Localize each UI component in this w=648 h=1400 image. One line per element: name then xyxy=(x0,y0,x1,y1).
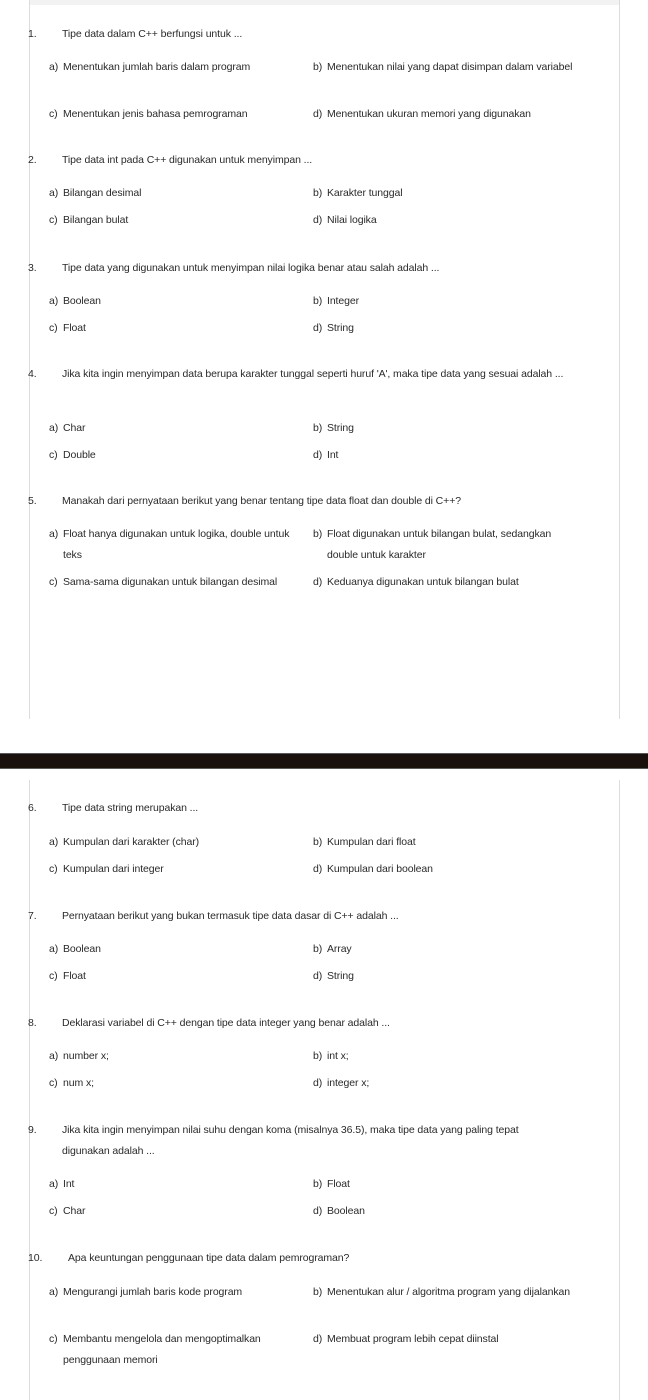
option-b[interactable]: b) Float digunakan untuk bilangan bulat, sedangkan double untuk karakter xyxy=(313,528,552,561)
option-b[interactable]: b) Array xyxy=(313,943,352,955)
option-a[interactable]: a) Kumpulan dari karakter (char) xyxy=(49,836,199,848)
option-b[interactable]: b) String xyxy=(313,422,354,434)
option-c[interactable]: c) Menentukan jenis bahasa pemrograman xyxy=(49,108,248,120)
question-text: Apa keuntungan penggunaan tipe data dalam pemrograman? xyxy=(68,1252,350,1264)
question-text: Tipe data string merupakan ... xyxy=(62,802,199,814)
option-d[interactable]: d) Int xyxy=(313,449,339,461)
option-d[interactable]: d) Keduanya digunakan untuk bilangan bulat xyxy=(313,576,519,588)
option-a[interactable]: a) number x; xyxy=(49,1050,109,1062)
option-c[interactable]: c) Membantu mengelola dan mengoptimalkan penggunaan memori xyxy=(49,1333,261,1366)
option-a[interactable]: a) Menentukan jumlah baris dalam program xyxy=(49,61,251,73)
option-c[interactable]: c) Bilangan bulat xyxy=(49,214,129,226)
option-d[interactable]: d) Boolean xyxy=(313,1205,365,1217)
option-a[interactable]: a) Float hanya digunakan untuk logika, double untuk teks xyxy=(49,528,290,561)
question-text: Jika kita ingin menyimpan nilai suhu dengan koma (misalnya 36.5), maka tipe data yang paling tepat digunakan adalah ... xyxy=(62,1124,519,1157)
option-b[interactable]: b) Menentukan alur / algoritma program yang dijalankan xyxy=(313,1286,570,1298)
option-c[interactable]: c) Double xyxy=(49,449,96,461)
question-number: 10. xyxy=(28,1252,43,1264)
question-number: 5. xyxy=(28,495,37,507)
option-c[interactable]: c) num x; xyxy=(49,1077,94,1089)
option-c[interactable]: c) Float xyxy=(49,322,86,334)
question-text: Pernyataan berikut yang bukan termasuk tipe data dasar di C++ adalah ... xyxy=(62,910,399,922)
option-b[interactable]: b) Float xyxy=(313,1178,350,1190)
page-separator xyxy=(0,753,648,769)
question-text: Tipe data dalam C++ berfungsi untuk ... xyxy=(62,28,243,40)
option-d[interactable]: d) Nilai logika xyxy=(313,214,377,226)
option-c[interactable]: c) Char xyxy=(49,1205,86,1217)
option-a[interactable]: a) Boolean xyxy=(49,943,101,955)
question-number: 3. xyxy=(28,262,37,274)
option-c[interactable]: c) Float xyxy=(49,970,86,982)
question-text: Deklarasi variabel di C++ dengan tipe data integer yang benar adalah ... xyxy=(62,1017,390,1029)
option-b[interactable]: b) Karakter tunggal xyxy=(313,187,403,199)
question-number: 4. xyxy=(28,368,37,380)
option-a[interactable]: a) Boolean xyxy=(49,295,101,307)
question-number: 7. xyxy=(28,910,37,922)
question-number: 2. xyxy=(28,154,37,166)
option-d[interactable]: d) integer x; xyxy=(313,1077,370,1089)
option-b[interactable]: b) Menentukan nilai yang dapat disimpan dalam variabel xyxy=(313,61,573,73)
option-d[interactable]: d) Kumpulan dari boolean xyxy=(313,863,433,875)
question-text: Manakah dari pernyataan berikut yang benar tentang tipe data float dan double di C++? xyxy=(62,495,461,507)
question-text: Tipe data yang digunakan untuk menyimpan nilai logika benar atau salah adalah ... xyxy=(62,262,440,274)
option-a[interactable]: a) Bilangan desimal xyxy=(49,187,142,199)
option-b[interactable]: b) Kumpulan dari float xyxy=(313,836,416,848)
question-number: 9. xyxy=(28,1124,37,1136)
question-number: 1. xyxy=(28,28,37,40)
option-d[interactable]: d) Menentukan ukuran memori yang digunakan xyxy=(313,108,531,120)
option-a[interactable]: a) Char xyxy=(49,422,86,434)
question-number: 6. xyxy=(28,802,37,814)
option-d[interactable]: d) Membuat program lebih cepat diinstal xyxy=(313,1333,499,1345)
option-c[interactable]: c) Sama-sama digunakan untuk bilangan desimal xyxy=(49,576,278,588)
option-a[interactable]: a) Int xyxy=(49,1178,75,1190)
question-number: 8. xyxy=(28,1017,37,1029)
option-a[interactable]: a) Mengurangi jumlah baris kode program xyxy=(49,1286,243,1298)
option-d[interactable]: d) String xyxy=(313,970,354,982)
option-d[interactable]: d) String xyxy=(313,322,354,334)
question-text: Tipe data int pada C++ digunakan untuk menyimpan ... xyxy=(62,154,313,166)
option-b[interactable]: b) Integer xyxy=(313,295,359,307)
question-text: Jika kita ingin menyimpan data berupa karakter tunggal seperti huruf 'A', maka tipe data yang sesuai adalah ... xyxy=(62,368,564,380)
option-b[interactable]: b) int x; xyxy=(313,1050,349,1062)
option-c[interactable]: c) Kumpulan dari integer xyxy=(49,863,164,875)
